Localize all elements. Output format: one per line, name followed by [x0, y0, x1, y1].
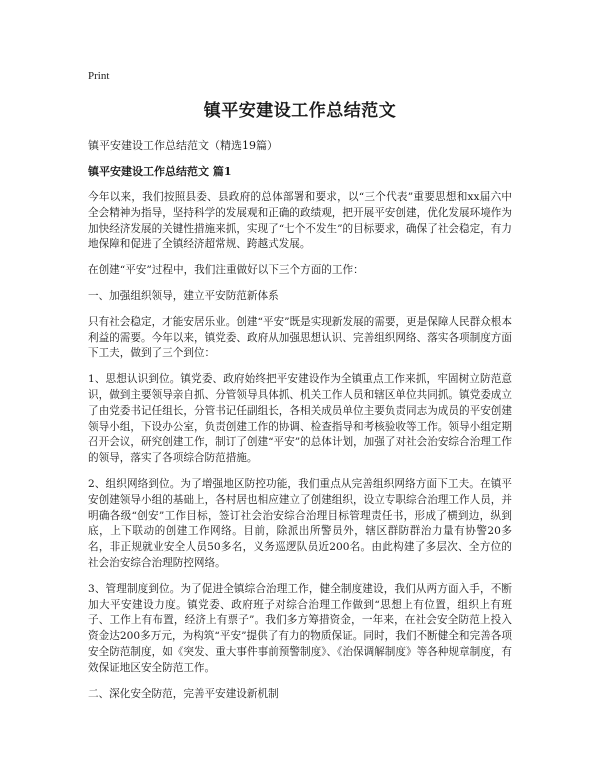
- paragraph-overview: 在创建“平安”过程中，我们注重做好以下三个方面的工作：: [88, 264, 364, 277]
- paragraph-heading-one: 一、加强组织领导，建立平安防范新体系: [88, 289, 279, 302]
- paragraph-heading-two: 二、深化安全防范，完善平安建设新机制: [88, 687, 279, 700]
- paragraph-intro: 今年以来，我们按照县委、县政府的总体部署和要求，以“三个代表”重要思想和xx届六中全会精神为指导，坚持科学的发展观和正确的政绩观，把开展平安创建，优化发展环境作为加快经济发展的关键性措施来抓，实现了“七个不发生”的目标要求，确保了社会稳定，有力地保障和促进了全镇经济超常规、跨越式发展。: [88, 191, 512, 251]
- paragraph-point-one: 1、思想认识到位。镇党委、政府始终把平安建设作为全镇重点工作来抓，牢固树立防范意识，做到主要领导亲自抓、分管领导具体抓、机关工作人员和辖区单位共同抓。镇党委成立了由党委书记任组长，分管书记任副组长，各相关成员单位主要负责同志为成员的平安创建领导小组，下设办公室，负责创建工作的协调、检查指导和考核验收等工作。领导小组定期召开会议，研究创建工作，制订了创建“平安”的总体计划，加强了对社会治安综合治理工作的领导，落实了各项综合防范措施。: [88, 373, 512, 465]
- paragraph-point-three: 3、管理制度到位。为了促进全镇综合治理工作，健全制度建设，我们从两方面入手，不断加大平安建设力度。镇党委、政府班子对综合治理工作做到“思想上有位置，组织上有班子、工作上有布置，经济上有票子”。我们多方筹措资金，一年来，在社会安全防范上投入资金达200多万元，为构筑“平安”提供了有力的物质保证。同时，我们不断健全和完善各项安全防范制度，如《突发、重大事件事前预警制度》、《治保调解制度》等各种规章制度，有效保证地区安全防范工作。: [88, 582, 512, 674]
- document-title: 镇平安建设工作总结范文: [203, 101, 397, 121]
- paragraph-stability: 只有社会稳定，才能安居乐业。创建“平安”既是实现新发展的需要，更是保障人民群众根本利益的需要。今年以来，镇党委、政府从加强思想认识、完善组织网络、落实各项制度方面下工夫，做到了三个到位：: [88, 315, 512, 360]
- paragraph-point-two: 2、组织网络到位。为了增强地区防控功能，我们重点从完善组织网络方面下工夫。在镇平安创建领导小组的基础上，各村居也相应建立了创建组织，设立专职综合治理工作人员，并明确各级“创安”工作目标，签订社会治安综合治理目标管理责任书，形成了横到边，纵到底，上下联动的创建工作网络。目前，除派出所警员外，辖区群防群治力量有协警20多名，非正规就业安全人员50多名，义务巡逻队员近200名。由此构建了多层次、全方位的社会治安综合治理防控网络。: [88, 477, 512, 569]
- document-subtitle: 镇平安建设工作总结范文（精选19篇）: [88, 139, 278, 152]
- section-heading: 镇平安建设工作总结范文 篇1: [88, 165, 232, 178]
- print-label: Print: [88, 70, 110, 82]
